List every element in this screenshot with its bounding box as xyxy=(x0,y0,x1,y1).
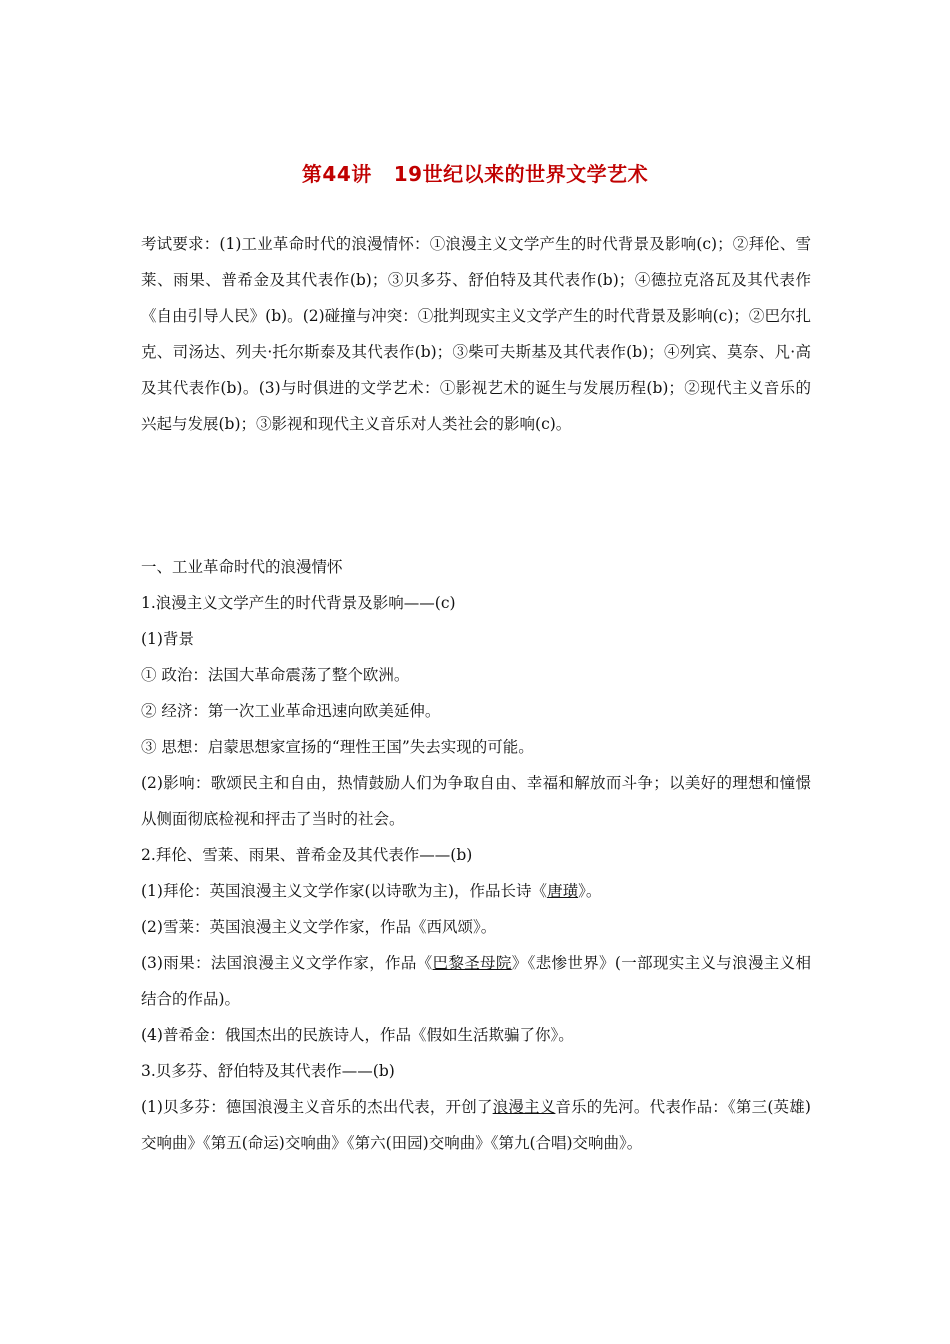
byron-work: 唐璜 xyxy=(547,882,579,900)
byron-text-end: 》。 xyxy=(578,882,602,900)
exam-requirements: 考试要求：(1)工业革命时代的浪漫情怀：①浪漫主义文学产生的时代背景及影响(c)；②拜伦、雪莱、雨果、普希金及其代表作(b)；③贝多芬、舒伯特及其代表作(b)；④德拉克洛瓦及其代表作《自由引导人民》(b)。(2)碰撞与冲突：①批判现实主义文学产生的时代背景及影响(c)；②巴尔扎克、司汤达、列夫·托尔斯泰及其代表作(b)；③柴可夫斯基及其代表作(b)；④列宾、莫奈、凡·高及其代表作(b)。(3)与时俱进的文学艺术：①影视艺术的诞生与发展历程(b)；②现代主义音乐的兴起与发展(b)；③影视和现代主义音乐对人类社会的影响(c)。 xyxy=(141,235,811,433)
point-heading-composers: 3.贝多芬、舒伯特及其代表作——(b) xyxy=(141,1062,395,1080)
page-title xyxy=(0,158,950,187)
background-heading: (1)背景 xyxy=(141,630,194,648)
writer-hugo xyxy=(141,945,811,1017)
point-heading-romanticism-background: 1.浪漫主义文学产生的时代背景及影响——(c) xyxy=(141,594,456,612)
composer-beethoven xyxy=(141,1089,811,1161)
background-politics: ① 政治：法国大革命震荡了整个欧洲。 xyxy=(141,666,410,684)
background-economy: ② 经济：第一次工业革命迅速向欧美延伸。 xyxy=(141,702,441,720)
writer-shelley: (2)雪莱：英国浪漫主义文学作家，作品《西风颂》。 xyxy=(141,918,497,936)
beethoven-term: 浪漫主义 xyxy=(492,1098,556,1116)
writer-pushkin: (4)普希金：俄国杰出的民族诗人，作品《假如生活欺骗了你》。 xyxy=(141,1026,574,1044)
main-content xyxy=(141,549,811,1161)
hugo-text-end: 》《悲惨世界》(一部现实主义与浪漫主义相结合的作品)。 xyxy=(141,954,811,1008)
hugo-work: 巴黎圣母院 xyxy=(432,954,512,972)
byron-text: (1)拜伦：英国浪漫主义文学作家(以诗歌为主)，作品长诗《 xyxy=(141,882,548,900)
lecture-number: 第44讲 xyxy=(301,162,372,186)
writer-byron xyxy=(141,873,811,909)
lecture-topic: 19世纪以来的世界文学艺术 xyxy=(393,162,649,186)
background-thought: ③ 思想：启蒙思想家宣扬的“理性王国”失去实现的可能。 xyxy=(141,738,534,756)
beethoven-text-end: 音乐的先河。代表作品：《第三(英雄)交响曲》《第五(命运)交响曲》《第六(田园)交响曲》《第九(合唱)交响曲》。 xyxy=(141,1098,811,1152)
section-heading: 一、工业革命时代的浪漫情怀 xyxy=(141,558,343,576)
beethoven-text: (1)贝多芬：德国浪漫主义音乐的杰出代表，开创了 xyxy=(141,1098,493,1116)
point-heading-writers: 2.拜伦、雪莱、雨果、普希金及其代表作——(b) xyxy=(141,846,473,864)
romanticism-influence: (2)影响：歌颂民主和自由，热情鼓励人们为争取自由、幸福和解放而斗争；以美好的理想和憧憬从侧面彻底检视和抨击了当时的社会。 xyxy=(141,774,811,828)
hugo-text: (3)雨果：法国浪漫主义文学作家，作品《 xyxy=(141,954,433,972)
